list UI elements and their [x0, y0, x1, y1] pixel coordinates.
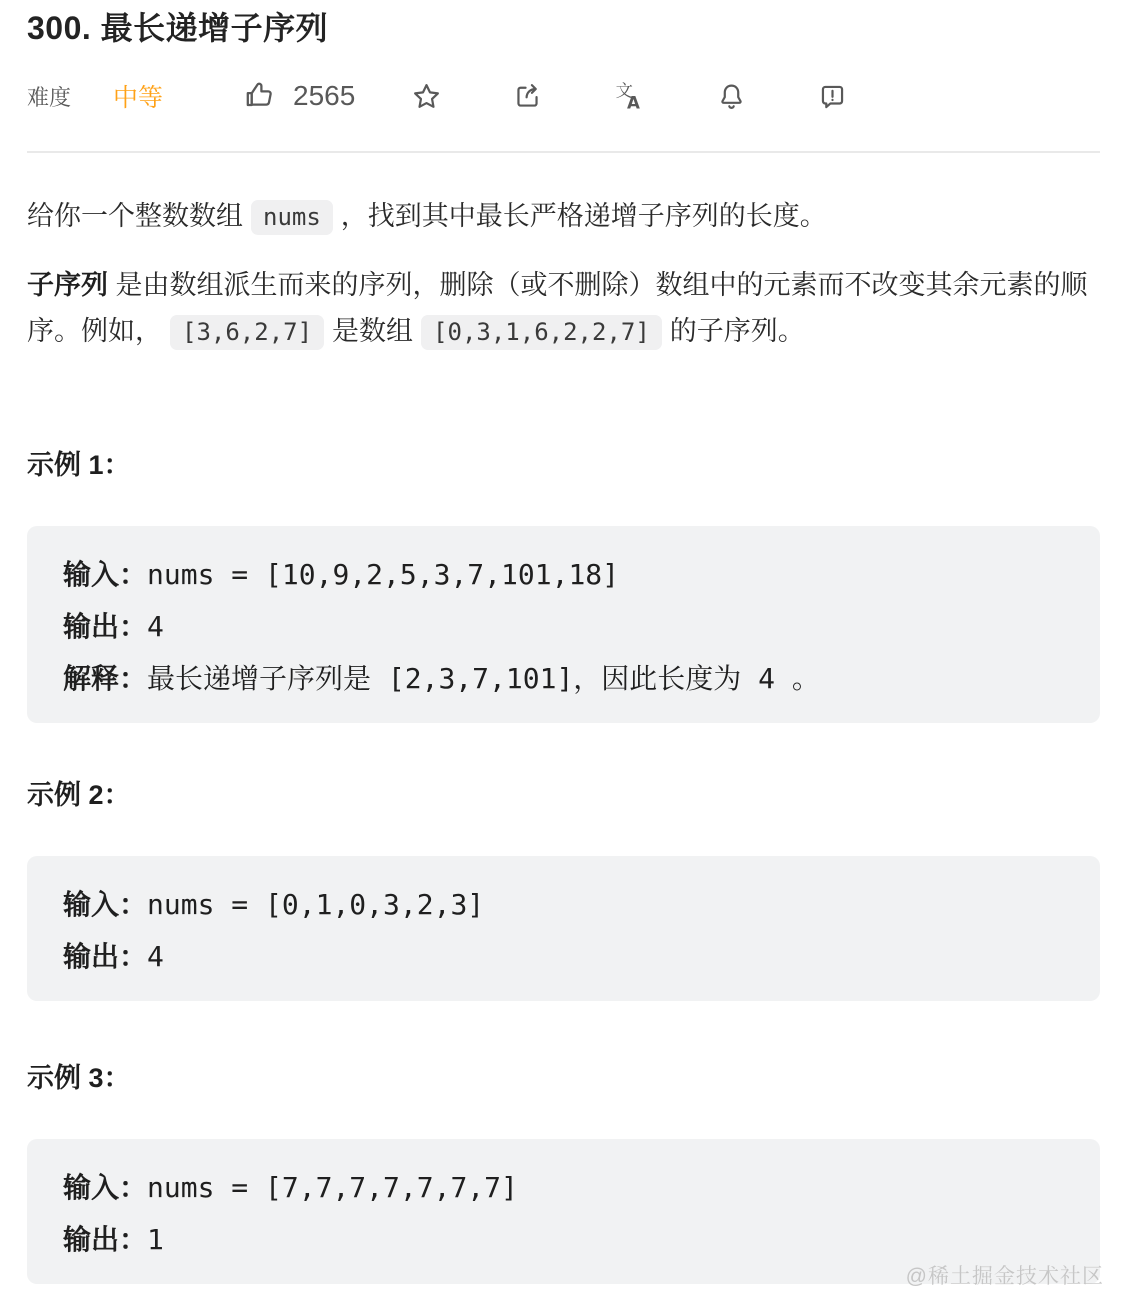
translate-icon: [613, 80, 645, 112]
input-label: 输入：: [63, 1172, 148, 1203]
input-label: 输入：: [63, 559, 148, 590]
output-label: 输出：: [63, 941, 148, 972]
example-3-output-line: [63, 1214, 1064, 1266]
example-1-heading: 示例 1：: [27, 450, 131, 480]
inline-code-subsequence: [3,6,2,7]: [170, 315, 324, 350]
like-count: 2565: [293, 80, 356, 111]
p1-text-before: 给你一个整数数组: [27, 201, 243, 231]
example-1-input-line: [63, 549, 1064, 601]
example-1-explanation-line: [63, 653, 1064, 705]
explanation-label: 解释：: [63, 663, 148, 694]
translate-button[interactable]: [613, 80, 645, 112]
difficulty-badge: 中等: [113, 84, 164, 112]
share-icon: [512, 81, 543, 112]
feedback-icon: [817, 81, 848, 112]
example-1-output-line: [63, 601, 1064, 653]
header-divider: [27, 151, 1100, 153]
description-paragraph-2: [27, 262, 1100, 355]
input-label: 输入：: [63, 889, 148, 920]
p1-text-after: ，找到其中最长严格递增子序列的长度。: [340, 201, 827, 231]
example-1-block: [27, 526, 1100, 723]
difficulty-label: 难度: [27, 84, 72, 110]
watermark: @稀土掘金技术社区: [905, 1265, 1104, 1288]
star-icon: [411, 81, 442, 112]
bell-icon: [716, 81, 747, 112]
example-3-heading: 示例 3：: [27, 1063, 131, 1093]
output-value: 1: [147, 1223, 164, 1256]
output-label: 输出：: [63, 611, 148, 642]
feedback-button[interactable]: [817, 81, 848, 112]
page-title: 300. 最长递增子序列: [27, 10, 329, 46]
output-value: 4: [147, 940, 164, 973]
description-paragraph-1: [27, 193, 1100, 240]
example-2-input-line: [63, 879, 1064, 931]
inline-code-nums: nums: [251, 200, 333, 235]
svg-text:A: A: [627, 93, 641, 112]
like-button[interactable]: [243, 79, 355, 114]
input-value: nums = [7,7,7,7,7,7,7]: [147, 1171, 518, 1204]
example-2-heading: 示例 2：: [27, 780, 131, 810]
svg-text:文: 文: [615, 81, 634, 102]
input-value: nums = [10,9,2,5,3,7,101,18]: [147, 558, 620, 591]
favorite-button[interactable]: [411, 81, 442, 112]
inline-code-array: [0,3,1,6,2,2,7]: [421, 315, 662, 350]
example-2-output-line: [63, 931, 1064, 983]
input-value: nums = [0,1,0,3,2,3]: [147, 888, 485, 921]
output-value: 4: [147, 610, 164, 643]
p2-text-1: 是由数组派生而来的序列，删除（或不删除）数组中的元素而不改变其余元素的顺序。例如，: [27, 270, 1088, 346]
output-label: 输出：: [63, 1224, 148, 1255]
notifications-button[interactable]: [716, 81, 747, 112]
problem-meta-row: [27, 78, 1100, 114]
p2-bold-term: 子序列: [27, 270, 108, 300]
thumbs-up-icon: [243, 79, 275, 114]
example-2-block: [27, 856, 1100, 1001]
share-button[interactable]: [512, 81, 543, 112]
p2-text-3: 的子序列。: [669, 316, 805, 346]
explanation-value: 最长递增子序列是 [2,3,7,101]，因此长度为 4 。: [147, 662, 820, 695]
example-3-input-line: [63, 1162, 1064, 1214]
p2-text-2: 是数组: [332, 316, 414, 346]
